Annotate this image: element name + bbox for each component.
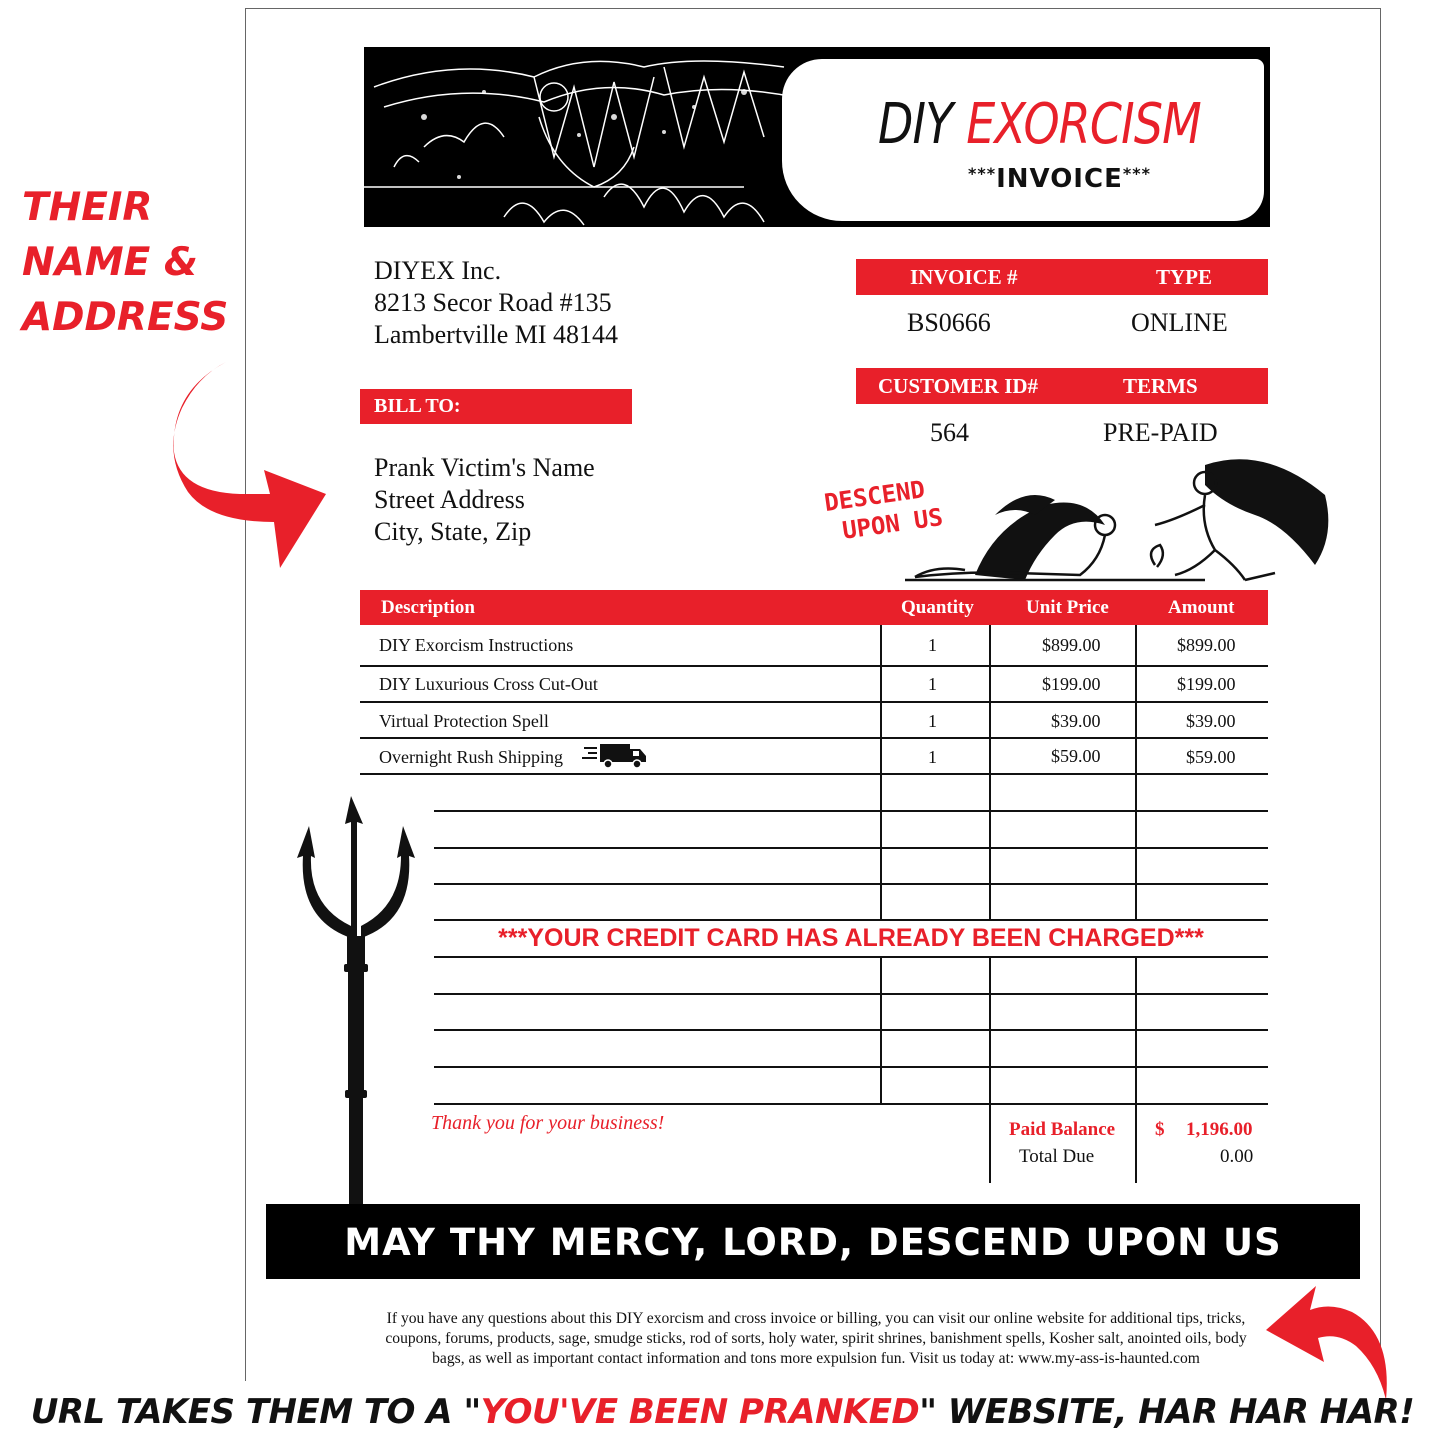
row-unit-price: $39.00 xyxy=(1051,711,1101,731)
charged-notice: ***YOUR CREDIT CARD HAS ALREADY BEEN CHARGED*** xyxy=(498,924,1204,952)
invoice-title: ***INVOICE*** xyxy=(968,164,1151,194)
row-description: Virtual Protection Spell xyxy=(379,711,549,731)
footer-fine-print: If you have any questions about this DIY exorcism and cross invoice or billing, you can visit our online website for additional tips, tricks, coupons, forums, products, sage, smudge sticks, rod of sorts, holy water, spirit shrines, banishment spells, Kosher salt, anointed oils, body bags, as well as important contact information and tons more expulsion fun. Visit us today at: www.my-ass-is-haunted.com xyxy=(385,1310,1247,1367)
row-unit-price: $199.00 xyxy=(1042,674,1101,694)
customer-terms-header xyxy=(856,368,1268,404)
bill-to-street: Street Address xyxy=(374,485,525,514)
demons-illustration xyxy=(905,445,1335,605)
row-amount: $899.00 xyxy=(1177,635,1236,655)
company-city: Lambertville MI 48144 xyxy=(374,320,619,349)
row-unit-price: $899.00 xyxy=(1042,635,1101,655)
terms-value: PRE-PAID xyxy=(1103,418,1218,447)
name-address-annotation: THEIR NAME & ADDRESS xyxy=(22,185,229,340)
paid-balance-label: Paid Balance xyxy=(1009,1119,1116,1140)
invoice-number-label: INVOICE # xyxy=(910,265,1018,289)
bill-to-city: City, State, Zip xyxy=(374,517,532,546)
row-quantity: 1 xyxy=(928,747,937,767)
brand-part2: EXORCISM xyxy=(966,92,1201,157)
url-annotation: URL TAKES THEM TO A "YOU'VE BEEN PRANKED" WEBSITE, HAR HAR HAR! xyxy=(30,1392,1415,1432)
row-description: DIY Exorcism Instructions xyxy=(379,635,574,655)
customer-id-value: 564 xyxy=(930,418,969,447)
col-description: Description xyxy=(381,597,475,618)
row-unit-price: $59.00 xyxy=(1051,746,1101,766)
company-name: DIYEX Inc. xyxy=(374,256,502,285)
row-amount: $199.00 xyxy=(1177,674,1236,694)
terms-label: TERMS xyxy=(1123,374,1198,398)
company-street: 8213 Secor Road #135 xyxy=(374,288,612,317)
brand-title xyxy=(878,92,1201,157)
red-arrow-icon xyxy=(1266,1282,1396,1402)
thank-you-note: Thank you for your business! xyxy=(431,1112,665,1134)
delivery-truck-icon xyxy=(582,741,648,771)
row-description: DIY Luxurious Cross Cut-Out xyxy=(379,674,598,694)
row-description: Overnight Rush Shipping xyxy=(379,747,564,767)
row-quantity: 1 xyxy=(928,711,937,731)
row-amount: $39.00 xyxy=(1186,711,1236,731)
trident-icon xyxy=(295,796,417,1206)
bill-to-address xyxy=(374,452,595,548)
bill-to-name: Prank Victim's Name xyxy=(374,453,595,482)
row-quantity: 1 xyxy=(928,635,937,655)
col-unit-price: Unit Price xyxy=(1026,597,1109,618)
descend-scribble: DESCEND UPON US xyxy=(822,475,945,545)
customer-id-label: CUSTOMER ID# xyxy=(878,374,1039,398)
invoice-number-value: BS0666 xyxy=(907,308,991,337)
brand-part1: DIY xyxy=(878,92,953,157)
paid-balance-value: 1,196.00 xyxy=(1186,1119,1253,1140)
type-label: TYPE xyxy=(1156,265,1213,289)
paid-currency: $ xyxy=(1155,1119,1165,1140)
type-value: ONLINE xyxy=(1131,308,1228,337)
row-amount: $59.00 xyxy=(1186,747,1236,767)
footer-banner: MAY THY MERCY, LORD, DESCEND UPON US xyxy=(266,1204,1360,1279)
total-due-label: Total Due xyxy=(1019,1146,1095,1167)
total-due-value: 0.00 xyxy=(1220,1146,1254,1167)
items-table-header xyxy=(360,590,1268,625)
col-amount: Amount xyxy=(1168,597,1235,618)
invoice-type-header xyxy=(856,259,1268,295)
col-quantity: Quantity xyxy=(901,597,974,618)
company-address xyxy=(374,255,618,351)
bill-to-header: BILL TO: xyxy=(360,389,632,424)
red-arrow-icon xyxy=(170,362,330,572)
row-quantity: 1 xyxy=(928,674,937,694)
